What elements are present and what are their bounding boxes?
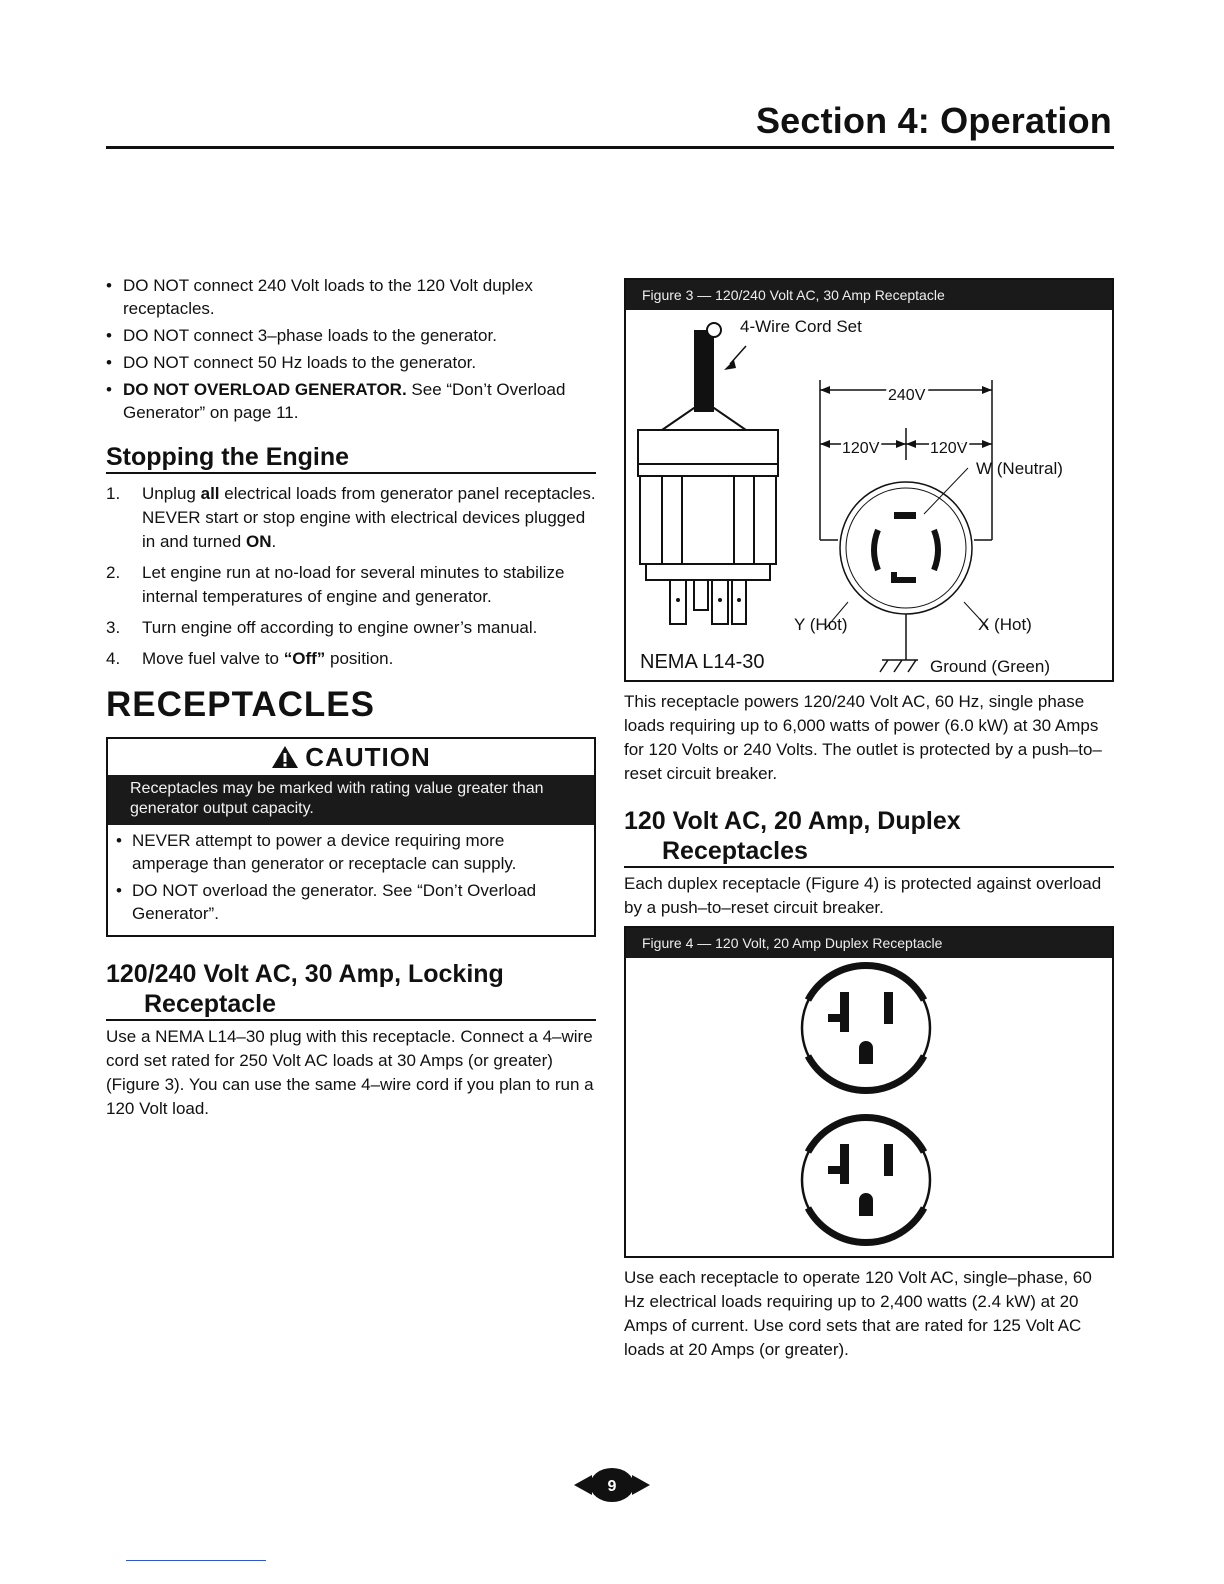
step-emphasis: “Off” [283, 649, 326, 668]
footer-rule [126, 1560, 266, 1561]
step-text: Turn engine off according to engine owner’s manual. [142, 618, 538, 637]
overload-warning: DO NOT OVERLOAD GENERATOR. [123, 380, 407, 399]
neutral-label: W (Neutral) [976, 459, 1063, 478]
step-text: Move fuel valve to [142, 649, 284, 668]
step-text: position. [325, 649, 394, 668]
warning-list [106, 274, 596, 424]
figure-3-description: This receptacle powers 120/240 Volt AC, 60 Hz, single phase loads requiring up to 6,000 watts of power (6.0 kW) at 30 Amps for 120 Volts or 240 Volts. The outlet is protected by a push–to–reset circuit breaker. [624, 692, 1102, 783]
list-item: • DO NOT overload the generator. See “Don’t Overload Generator”. [116, 879, 584, 925]
duplex-heading-line2: Receptacles [662, 837, 808, 865]
step-text: Unplug [142, 484, 201, 503]
step-text: . [271, 532, 277, 551]
nema-label: NEMA L14-30 [640, 651, 765, 673]
duplex-heading-line1: 120 Volt AC, 20 Amp, Duplex [624, 807, 961, 835]
figure-3-caption: Figure 3 — 120/240 Volt AC, 30 Amp Receptacle [626, 280, 1112, 310]
x-hot-label: X (Hot) [978, 615, 1032, 634]
step-emphasis: all [200, 484, 220, 503]
locking-heading-line2: Receptacle [144, 990, 277, 1018]
step-item [106, 561, 596, 609]
overload-reference: See “Don’t Overload Generator” on page 11. [123, 380, 566, 422]
ground-label: Ground (Green) [930, 657, 1050, 676]
step-text: electrical loads from generator panel receptacles. NEVER start or stop engine with electrical devices plugged in and turned [142, 484, 596, 551]
figure-4-caption: Figure 4 — 120 Volt, 20 Amp Duplex Receptacle [626, 928, 1112, 958]
voltage-240-label: 240V [888, 387, 926, 404]
duplex-receptacle-heading [624, 806, 1114, 868]
list-item: • NEVER attempt to power a device requiring more amperage than generator or receptacle can supply. [116, 829, 584, 875]
caution-band: Receptacles may be marked with rating value greater than generator output capacity. [108, 775, 594, 825]
voltage-120-left-label: 120V [842, 440, 880, 457]
locking-receptacle-heading [106, 959, 596, 1021]
left-column [106, 274, 596, 1121]
l14-30-plug-diagram [626, 310, 1112, 680]
page-number-badge [574, 1466, 650, 1504]
step-number: 1. [106, 484, 121, 503]
step-number: 3. [106, 618, 121, 637]
voltage-120-right-label: 120V [930, 440, 968, 457]
locking-heading-line1: 120/240 Volt AC, 30 Amp, Locking [106, 960, 504, 988]
duplex-intro: Each duplex receptacle (Figure 4) is protected against overload by a push–to–reset circuit breaker. [624, 874, 1102, 917]
cord-set-label: 4-Wire Cord Set [740, 317, 862, 336]
list-item: • DO NOT connect 50 Hz loads to the generator. [106, 351, 596, 374]
list-item [106, 378, 596, 424]
locking-body: Use a NEMA L14–30 plug with this receptacle. Connect a 4–wire cord set rated for 250 Volt AC loads at 30 Amps (or greater) (Figure 3). You can use the same 4–wire cord if you plan to run a 120 Volt load. [106, 1027, 594, 1118]
step-number: 4. [106, 649, 121, 668]
list-item: • DO NOT connect 240 Volt loads to the 120 Volt duplex receptacles. [106, 274, 596, 320]
figure-3 [624, 278, 1114, 682]
right-column [624, 278, 1114, 1362]
header-rule [106, 146, 1114, 149]
step-text: Let engine run at no-load for several minutes to stabilize internal temperatures of engine and generator. [142, 563, 565, 606]
caution-box [106, 737, 596, 937]
caution-header [108, 739, 594, 775]
warning-triangle-icon [271, 745, 299, 769]
figure-4 [624, 926, 1114, 1258]
receptacles-heading: RECEPTACLES [106, 685, 375, 724]
section-title: Section 4: Operation [755, 100, 1112, 141]
stopping-steps [106, 482, 596, 671]
duplex-description: Use each receptacle to operate 120 Volt AC, single–phase, 60 Hz electrical loads requiring up to 2,400 watts (2.4 kW) at 20 Amps of current. Use cord sets that are rated for 125 Volt AC loads at 20 Amps (or greater). [624, 1268, 1092, 1359]
caution-title: CAUTION [305, 742, 431, 772]
upper-outlet [802, 961, 930, 1092]
caution-list [108, 825, 594, 935]
step-number: 2. [106, 563, 121, 582]
stopping-heading: Stopping the Engine [106, 442, 596, 474]
lower-outlet [802, 1116, 930, 1244]
step-emphasis: ON [245, 532, 272, 551]
step-item [106, 647, 596, 671]
duplex-receptacle-diagram [626, 958, 1112, 1254]
y-hot-label: Y (Hot) [794, 615, 848, 634]
step-item [106, 482, 596, 554]
list-item: • DO NOT connect 3–phase loads to the generator. [106, 324, 596, 347]
step-item [106, 616, 596, 640]
page-number: 9 [607, 1478, 617, 1495]
